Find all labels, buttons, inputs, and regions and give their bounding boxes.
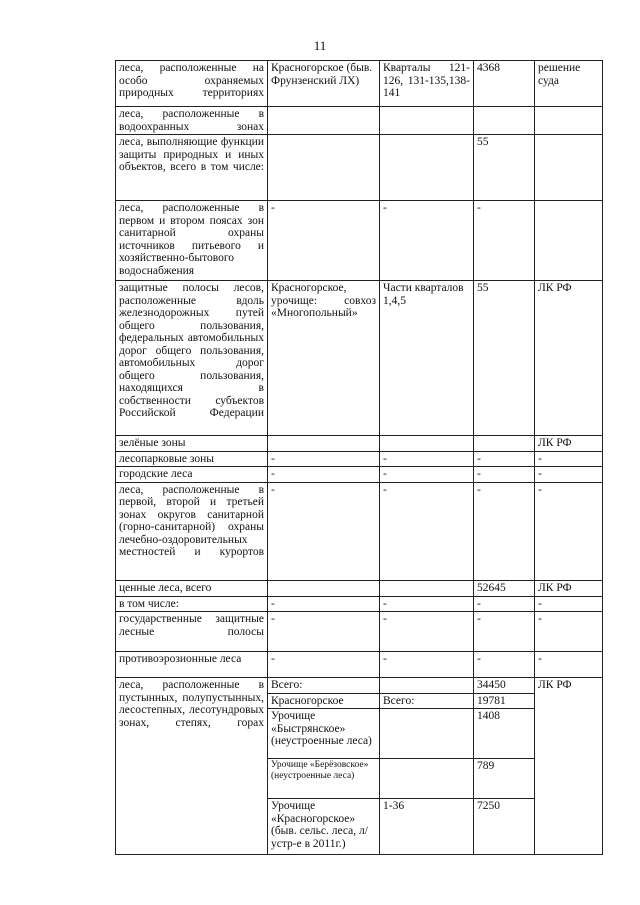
table-cell: городские леса	[116, 467, 268, 483]
table-cell: Урочище «Берёзовское» (неустроенные леса)	[268, 759, 380, 799]
table-cell: -	[268, 467, 380, 483]
table-cell	[535, 107, 603, 135]
table-cell: 52645	[474, 580, 535, 596]
table-cell: -	[535, 482, 603, 580]
table-cell: -	[535, 467, 603, 483]
table-row	[116, 451, 603, 467]
table-cell	[380, 759, 474, 799]
table-cell	[535, 135, 603, 201]
table-cell: 1408	[474, 709, 535, 759]
table-cell	[380, 580, 474, 596]
table-cell: -	[268, 451, 380, 467]
table-cell: -	[380, 451, 474, 467]
table-row	[116, 580, 603, 596]
table-cell: -	[535, 652, 603, 678]
table-row	[116, 482, 603, 580]
table-cell: -	[474, 652, 535, 678]
table-cell: леса, выполняющие функции защиты природных и иных объектов, всего в том числе:	[116, 135, 268, 201]
table-cell: -	[474, 451, 535, 467]
table-cell	[535, 201, 603, 281]
table-row	[116, 652, 603, 678]
table-cell: -	[474, 467, 535, 483]
table-cell: -	[474, 482, 535, 580]
table-cell: -	[268, 596, 380, 612]
table-cell: -	[535, 596, 603, 612]
table-cell: -	[268, 612, 380, 652]
table-cell	[268, 436, 380, 452]
table-row	[116, 596, 603, 612]
table-cell: -	[535, 612, 603, 652]
table-cell: защитные полосы лесов, расположенные вдоль железнодорожных путей общего пользования, федеральных автомобильных дорог общего пользования, автомобильных дорог общего пользования, находящихся в собственности субъектов Российской Федерации	[116, 281, 268, 436]
table-cell: Кварталы 121-126, 131-135,138-141	[380, 61, 474, 107]
table-cell: -	[268, 482, 380, 580]
table-cell: Урочище «Быстрянское» (неустроенные леса)	[268, 709, 380, 759]
table-row	[116, 281, 603, 436]
table-cell: леса, расположенные в пустынных, полупустынных, лесостепных, лесотундровых зонах, степях, горах	[116, 678, 268, 855]
table-cell	[380, 678, 474, 694]
table-cell: Всего:	[380, 693, 474, 709]
table-cell: ЛК РФ	[535, 580, 603, 596]
table-cell	[380, 135, 474, 201]
table-cell: лесопарковые зоны	[116, 451, 268, 467]
table-cell: 789	[474, 759, 535, 799]
table-cell	[268, 580, 380, 596]
table-cell: -	[380, 596, 474, 612]
table-cell: Красногорское (быв. Фрунзенский ЛХ)	[268, 61, 380, 107]
table-cell: ЛК РФ	[535, 436, 603, 452]
table-row	[116, 612, 603, 652]
table-cell: 1-36	[380, 799, 474, 855]
table-cell: 4368	[474, 61, 535, 107]
table-cell: государственные защитные лесные полосы	[116, 612, 268, 652]
table-cell: -	[474, 596, 535, 612]
forest-table	[115, 60, 603, 855]
table-cell: Урочище «Красногорское» (быв. сельс. леса, л/устр-е в 2011г.)	[268, 799, 380, 855]
table-cell: -	[474, 201, 535, 281]
table-cell	[380, 107, 474, 135]
table-cell: Красногорское, урочище: совхоз «Многопольный»	[268, 281, 380, 436]
table-cell: -	[380, 201, 474, 281]
table-row	[116, 61, 603, 107]
table-cell	[474, 107, 535, 135]
table-cell: Всего:	[268, 678, 380, 694]
table-cell	[268, 135, 380, 201]
table-cell: ЛК РФ	[535, 281, 603, 436]
table-cell: леса, расположенные в водоохранных зонах	[116, 107, 268, 135]
table-cell: леса, расположенные в первой, второй и третьей зонах округов санитарной (горно-санитарной) охраны лечебно-оздоровительных местностей и курортов	[116, 482, 268, 580]
table-cell: -	[380, 612, 474, 652]
table-cell: 7250	[474, 799, 535, 855]
table-cell: -	[380, 482, 474, 580]
table-cell	[380, 709, 474, 759]
table-row	[116, 201, 603, 281]
table-row	[116, 678, 603, 694]
table-cell: -	[474, 612, 535, 652]
table-cell	[268, 107, 380, 135]
table-cell: решение суда	[535, 61, 603, 107]
table-row	[116, 467, 603, 483]
table-cell	[474, 436, 535, 452]
table-row	[116, 436, 603, 452]
table-cell: в том числе:	[116, 596, 268, 612]
table-cell: -	[268, 652, 380, 678]
table-cell	[380, 436, 474, 452]
table-cell: Красногорское	[268, 693, 380, 709]
table-cell: леса, расположенные на особо охраняемых природных территориях	[116, 61, 268, 107]
table-row	[116, 107, 603, 135]
table-cell: 34450	[474, 678, 535, 694]
page-number: 11	[313, 38, 327, 53]
table-cell: -	[268, 201, 380, 281]
table-row	[116, 135, 603, 201]
table-cell: ценные леса, всего	[116, 580, 268, 596]
table-cell: 19781	[474, 693, 535, 709]
table-cell: зелёные зоны	[116, 436, 268, 452]
table-cell: -	[380, 652, 474, 678]
table-cell: -	[380, 467, 474, 483]
table-cell: -	[535, 451, 603, 467]
table-cell: 55	[474, 281, 535, 436]
table-cell: 55	[474, 135, 535, 201]
table-cell: леса, расположенные в первом и втором поясах зон санитарной охраны источников питьевого и хозяйственно-бытового водоснабжения	[116, 201, 268, 281]
table-cell: Части кварталов 1,4,5	[380, 281, 474, 436]
table-cell: ЛК РФ	[535, 678, 603, 855]
table-cell: противоэрозионные леса	[116, 652, 268, 678]
